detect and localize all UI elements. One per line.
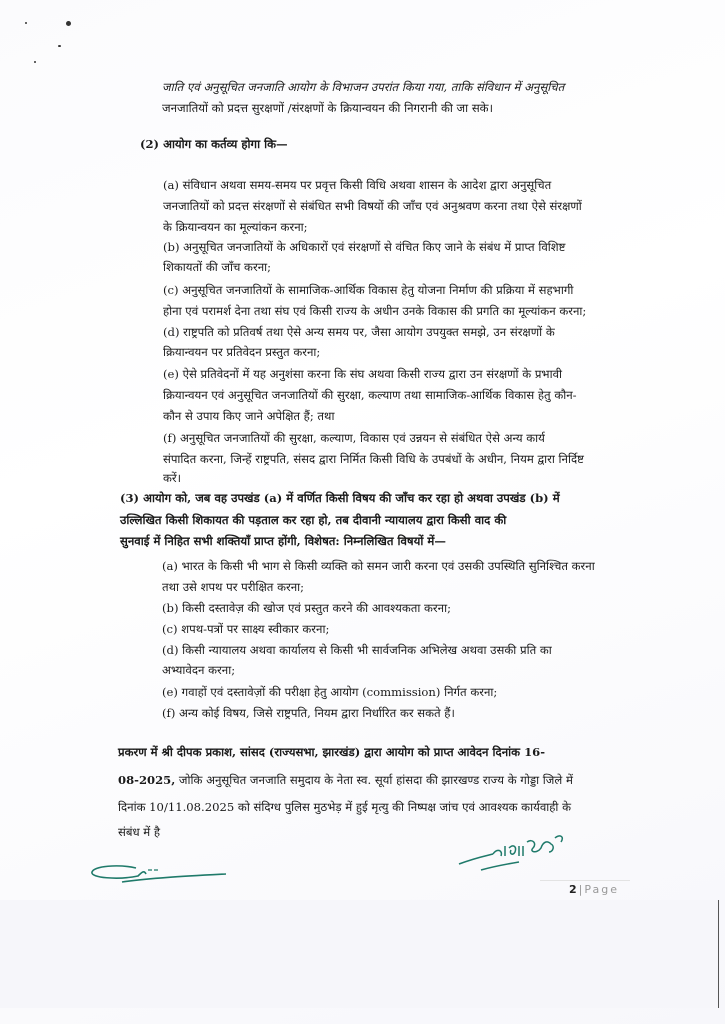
- section-2-line: क्रियान्वयन एवं अनुसूचित जनजातियों की सुरक्षा, कल्याण तथा सामाजिक-आर्थिक विकास हेतु कौन-: [163, 388, 577, 402]
- case-date: 08-2025,: [118, 773, 176, 787]
- section-2-line: क्रियान्वयन पर प्रतिवेदन प्रस्तुत करना;: [163, 345, 321, 359]
- section-2-line: कौन से उपाय किए जाने अपेक्षित हैं; तथा: [163, 409, 335, 423]
- scan-shadow: [0, 900, 720, 1008]
- section-2-heading: (2) आयोग का कर्तव्य होगा कि—: [140, 137, 288, 151]
- section-3-line: (b) किसी दस्तावेज़ की खोज एवं प्रस्तुत करने की आवश्यकता करना;: [162, 601, 452, 615]
- signature-left: [88, 862, 228, 892]
- section-3-heading: उल्लिखित किसी शिकायत की पड़ताल कर रहा हो, तब दीवानी न्यायालय द्वारा किसी वाद की: [120, 513, 507, 527]
- section-3-line: (f) अन्य कोई विषय, जिसे राष्ट्रपति, नियम द्वारा निर्धारित कर सकते हैं।: [162, 706, 455, 720]
- section-3-line: अभ्यावेदन करना;: [162, 663, 236, 677]
- scan-speck: [25, 22, 27, 24]
- section-2-line: होना एवं परामर्श देना तथा संघ एवं किसी राज्य के अधीन उनके विकास की प्रगति का मूल्यांकन करना;: [163, 304, 587, 318]
- intro-text: जनजातियों को प्रदत्त सुरक्षणों /संरक्षणों के क्रियान्वयन की निगरानी की जा सके।: [162, 101, 493, 115]
- section-3-line: (c) शपथ-पत्रों पर साक्ष्य स्वीकार करना;: [162, 622, 330, 636]
- case-paragraph-line: संबंध में है: [118, 825, 161, 839]
- section-2-line: (a) संविधान अथवा समय-समय पर प्रवृत्त किसी विधि अथवा शासन के आदेश द्वारा अनुसूचित: [163, 178, 552, 192]
- section-2-line: (d) राष्ट्रपति को प्रतिवर्ष तथा ऐसे अन्य समय पर, जैसा आयोग उपयुक्त समझे, उन संरक्षणों के: [163, 325, 555, 339]
- section-2-line: करें।: [163, 471, 182, 485]
- scan-speck: [66, 21, 71, 26]
- signature-right: [455, 826, 585, 876]
- section-3-line: (e) गवाहों एवं दस्तावेज़ों की परीक्षा हेतु आयोग (commission) निर्गत करना;: [162, 685, 498, 699]
- scan-speck: [58, 45, 61, 47]
- section-2-line: (f) अनुसूचित जनजातियों की सुरक्षा, कल्याण, विकास एवं उन्नयन से संबंधित ऐसे अन्य कार्य: [163, 431, 545, 445]
- page-edge: [718, 900, 719, 1008]
- scan-speck: [34, 61, 36, 63]
- page-number-value: 2: [569, 883, 577, 896]
- case-text: जोकि अनुसूचित जनजाति समुदाय के नेता स्व. सूर्या हांसदा की झारखण्ड राज्य के गोड्डा जिले में: [175, 773, 573, 787]
- intro-line: [162, 98, 493, 119]
- case-paragraph-line: [118, 770, 573, 791]
- section-2-line: (e) ऐसे प्रतिवेदनों में यह अनुशंसा करना कि संघ अथवा किसी राज्य द्वारा उन संरक्षणों के प्रभावी: [163, 367, 563, 381]
- section-3-line: तथा उसे शपथ पर परीक्षित करना;: [162, 580, 305, 594]
- section-2-line: (c) अनुसूचित जनजातियों के सामाजिक-आर्थिक विकास हेतु योजना निर्माण की प्रक्रिया में सहभागी: [163, 283, 574, 297]
- page-number: [569, 883, 619, 896]
- section-3-heading: सुनवाई में निहित सभी शक्तियाँ प्राप्त होंगी, विशेषत: निम्नलिखित विषयों में—: [120, 534, 446, 548]
- case-paragraph-line: दिनांक 10/11.08.2025 को संदिग्ध पुलिस मुठभेड़ में हुई मृत्यु की निष्पक्ष जांच एवं आवश्यक कार्यवाही के: [118, 800, 572, 814]
- section-2-line: संपादित करना, जिन्हें राष्ट्रपति, संसद द्वारा निर्मित किसी विधि के उपबंधों के अधीन, नियम द्वारा निर्दिष्ट: [163, 452, 584, 466]
- section-3-heading: (3) आयोग को, जब वह उपखंड (a) में वर्णित किसी विषय की जाँच कर रहा हो अथवा उपखंड (b) में: [120, 491, 560, 505]
- section-2-line: जनजातियों को प्रदत्त संरक्षणों से संबंधित सभी विषयों की जाँच एवं अनुश्रवण करना तथा ऐसे संरक्षणों: [163, 199, 582, 213]
- case-paragraph-line: प्रकरण में श्री दीपक प्रकाश, सांसद (राज्यसभा, झारखंड) द्वारा आयोग को प्राप्त आवेदन दिनांक 16-: [118, 745, 546, 759]
- section-2-line: के क्रियान्वयन का मूल्यांकन करना;: [163, 220, 308, 234]
- footer-divider: [540, 880, 630, 881]
- section-2-line: शिकायतों की जाँच करना;: [163, 260, 272, 274]
- intro-text: जाति एवं अनुसूचित जनजाति आयोग के विभाजन उपरांत किया गया, ताकि संविधान में अनुसूचित: [162, 80, 565, 94]
- section-3-line: (d) किसी न्यायालय अथवा कार्यालय से किसी भी सार्वजनिक अभिलेख अथवा उसकी प्रति का: [162, 643, 552, 657]
- section-3-line: (a) भारत के किसी भी भाग से किसी व्यक्ति को समन जारी करना एवं उसकी उपस्थिति सुनिश्चित करना: [162, 559, 595, 573]
- page-number-separator: |: [578, 883, 583, 896]
- page-label: Page: [584, 883, 620, 896]
- intro-line: [162, 77, 564, 98]
- section-2-line: (b) अनुसूचित जनजातियों के अधिकारों एवं संरक्षणों से वंचित किए जाने के संबंध में प्राप्त विशिष्ट: [163, 240, 566, 254]
